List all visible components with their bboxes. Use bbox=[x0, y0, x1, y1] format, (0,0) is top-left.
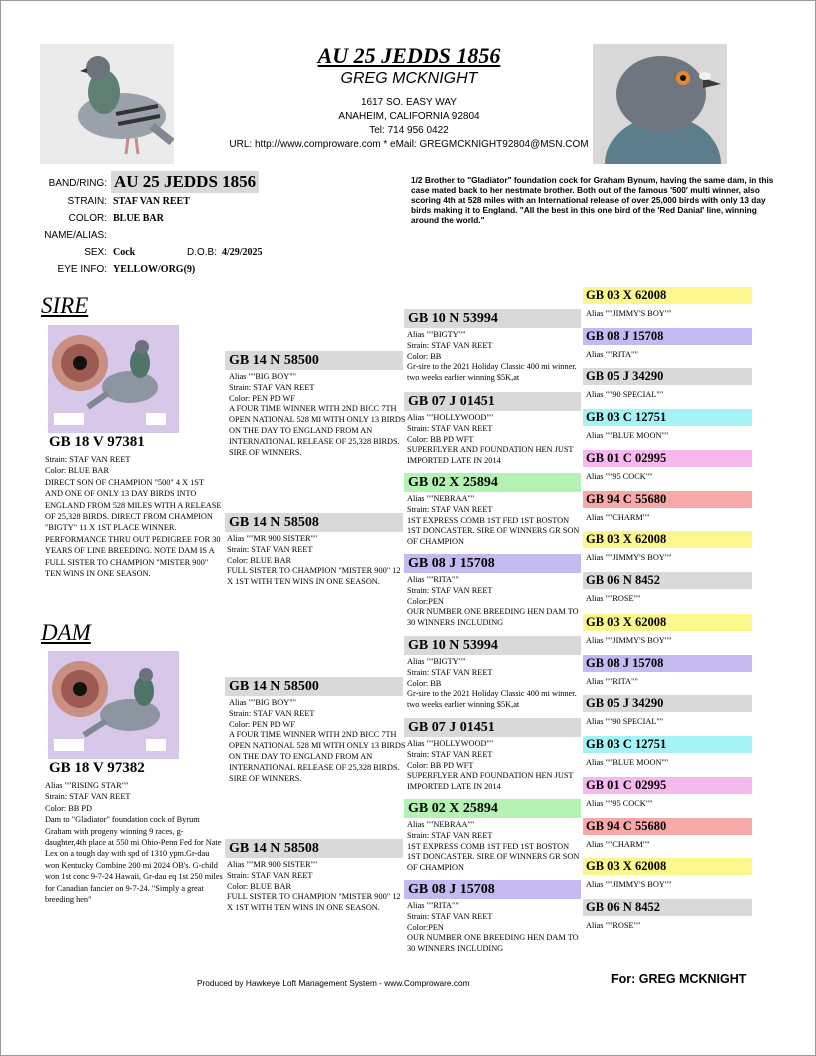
gen3-details bbox=[407, 657, 583, 715]
detail-line: Alias ""NEBRAA"" bbox=[407, 494, 475, 503]
detail-line: OUR NUMBER ONE BREEDING HEN DAM TO 30 WINNERS INCLUDING bbox=[407, 607, 579, 628]
detail-line: Color: BLUE BAR bbox=[227, 881, 292, 891]
gen3-band: GB 07 J 01451 bbox=[404, 392, 581, 411]
detail-line: Alias ""BIG BOY"" bbox=[229, 698, 297, 707]
pigeon-image bbox=[40, 44, 174, 164]
gen4-band: GB 03 C 12751 bbox=[583, 736, 752, 753]
gen4-alias: Alias ""BLUE MOON"" bbox=[586, 758, 669, 767]
detail-line: Alias ""RITA"" bbox=[407, 901, 459, 910]
color-value: BLUE BAR bbox=[113, 213, 164, 224]
detail-line: Alias ""HOLLYWOOD"" bbox=[407, 413, 494, 422]
sex-label: SEX: bbox=[84, 247, 107, 258]
detail-line: Alias ""RITA"" bbox=[407, 575, 459, 584]
gen4-band: GB 94 C 55680 bbox=[583, 491, 752, 508]
detail-line: Alias ""MR 900 SISTER"" bbox=[227, 534, 318, 543]
gen4-alias: Alias ""CHARM"" bbox=[586, 513, 650, 522]
eye-and-pigeon-image bbox=[48, 651, 179, 759]
gen4-band: GB 06 N 8452 bbox=[583, 572, 752, 589]
eye-and-pigeon-image bbox=[48, 325, 179, 433]
dam-band: GB 18 V 97382 bbox=[49, 760, 145, 776]
detail-line: Color: BB PD WFT bbox=[407, 760, 474, 770]
gen3-details bbox=[407, 413, 583, 471]
gen4-alias: Alias ""RITA"" bbox=[586, 350, 638, 359]
gen4-band: GB 08 J 15708 bbox=[583, 655, 752, 672]
sire-heading: SIRE bbox=[41, 293, 89, 318]
detail-line: Alias ""BIGTY"" bbox=[407, 657, 466, 666]
detail-line: OUR NUMBER ONE BREEDING HEN DAM TO 30 WINNERS INCLUDING bbox=[407, 933, 579, 954]
gen2-band: GB 14 N 58508 bbox=[225, 513, 403, 532]
gen4-band: GB 05 J 34290 bbox=[583, 695, 752, 712]
detail-line: Strain: STAF VAN REET bbox=[407, 911, 493, 921]
detail-line: Strain: STAF VAN REET bbox=[227, 544, 313, 554]
detail-line: Color: PEN PD WF bbox=[229, 393, 296, 403]
gen3-band: GB 10 N 53994 bbox=[404, 636, 581, 655]
strain-value: STAF VAN REET bbox=[113, 196, 190, 207]
detail-line: Alias ""NEBRAA"" bbox=[407, 820, 475, 829]
gen3-details bbox=[407, 494, 583, 552]
gen4-band: GB 06 N 8452 bbox=[583, 899, 752, 916]
detail-line: 1ST EXPRESS COMB 1ST FED 1ST BOSTON 1ST DONCASTER. SIRE OF WINNERS GR SON OF CHAMPION bbox=[407, 841, 580, 873]
gen4-alias: Alias ""RITA"" bbox=[586, 677, 638, 686]
detail-line: Alias ""BIG BOY"" bbox=[229, 372, 297, 381]
sire-photo bbox=[48, 325, 179, 433]
sire-detail-line: Color: BLUE BAR bbox=[45, 466, 110, 476]
owner-name: GREG MCKNIGHT bbox=[340, 70, 478, 87]
detail-line: Strain: STAF VAN REET bbox=[229, 382, 315, 392]
detail-line: Alias ""MR 900 SISTER"" bbox=[227, 860, 318, 869]
gen3-band: GB 02 X 25894 bbox=[404, 473, 581, 492]
gen4-band: GB 08 J 15708 bbox=[583, 328, 752, 345]
gen4-band: GB 94 C 55680 bbox=[583, 818, 752, 835]
sire-band: GB 18 V 97381 bbox=[49, 434, 145, 450]
dam-heading: DAM bbox=[41, 620, 91, 645]
gen4-band: GB 03 X 62008 bbox=[583, 614, 752, 631]
detail-line: FULL SISTER TO CHAMPION "MISTER 900" 12 X 1ST WITH TEN WINS IN ONE SEASON. bbox=[227, 566, 401, 587]
gen3-band: GB 10 N 53994 bbox=[404, 309, 581, 328]
detail-line: SUPERFLYER AND FOUNDATION HEN JUST IMPORTED LATE IN 2014 bbox=[407, 445, 574, 466]
eye-value: YELLOW/ORG(9) bbox=[113, 264, 196, 275]
produced-by: Produced by Hawkeye Loft Management System - www.Comproware.com bbox=[197, 978, 470, 988]
strain-label: STRAIN: bbox=[67, 196, 107, 207]
detail-line: Color:PEN bbox=[407, 596, 444, 606]
gen2-details bbox=[229, 698, 407, 808]
detail-line: SUPERFLYER AND FOUNDATION HEN JUST IMPORTED LATE IN 2014 bbox=[407, 771, 574, 792]
dam-detail-line: Alias ""RISING STAR"" bbox=[45, 781, 129, 790]
sire-details bbox=[45, 454, 223, 579]
gen4-alias: Alias ""JIMMY'S BOY"" bbox=[586, 553, 672, 562]
gen2-details bbox=[229, 372, 407, 482]
gen4-alias: Alias ""JIMMY'S BOY"" bbox=[586, 636, 672, 645]
gen4-alias: Alias ""BLUE MOON"" bbox=[586, 431, 669, 440]
detail-line: Color: BB bbox=[407, 351, 442, 361]
detail-line: Alias ""BIGTY"" bbox=[407, 330, 466, 339]
page-title: AU 25 JEDDS 1856 bbox=[317, 43, 501, 68]
detail-line: A FOUR TIME WINNER WITH 2ND BICC 7TH OPEN NATIONAL 528 MI WITH ONLY 13 BIRDS ON THE DAY TO ENGLAND FROM AN INTERNATIONAL RELEASE OF 25,328 BIRDS. SIRE OF WINNERS. bbox=[229, 404, 406, 457]
gen3-band: GB 02 X 25894 bbox=[404, 799, 581, 818]
telephone: Tel: 714 956 0422 bbox=[369, 125, 449, 136]
band-value: AU 25 JEDDS 1856 bbox=[111, 171, 259, 193]
sex-value: Cock bbox=[113, 247, 136, 258]
detail-line: Gr-sire to the 2021 Holiday Classic 400 mi winner. two weeks earlier winning $5K,at bbox=[407, 362, 577, 383]
color-label: COLOR: bbox=[68, 213, 107, 224]
detail-line: Color: PEN PD WF bbox=[229, 719, 296, 729]
gen3-band: GB 07 J 01451 bbox=[404, 718, 581, 737]
dam-detail-line: Strain: STAF VAN REET bbox=[45, 792, 131, 802]
gen4-band: GB 05 J 34290 bbox=[583, 368, 752, 385]
sire-detail-line: DIRECT SON OF CHAMPION "500" 4 X 1ST AND ONE OF ONLY 13 DAY BIRDS INTO ENGLAND FROM 528 MILES WITH A RELEASE OF 25,328 BIRDS. DIRECT FROM CHAMPION "BIGTY" 11 X 1ST PLACE WINNER. PERFORMANCE THRU OUT PEDIGREE FOR 30 YEARS OF LINE BREEDING. NOTE DAM IS A FULL SISTER TO CHAMPION "MISTER 900" TEN WINS IN ONE SEASON. bbox=[45, 477, 222, 579]
detail-line: Color: BB bbox=[407, 678, 442, 688]
detail-line: Gr-sire to the 2021 Holiday Classic 400 mi winner. two weeks earlier winning $5K,at bbox=[407, 689, 577, 710]
gen3-details bbox=[407, 575, 583, 633]
detail-line: Color: BB PD WFT bbox=[407, 434, 474, 444]
gen4-band: GB 01 C 02995 bbox=[583, 777, 752, 794]
dob-label: D.O.B: bbox=[187, 247, 218, 258]
detail-line: A FOUR TIME WINNER WITH 2ND BICC 7TH OPEN NATIONAL 528 MI WITH ONLY 13 BIRDS ON THE DAY TO ENGLAND FROM AN INTERNATIONAL RELEASE OF 25,328 BIRDS. SIRE OF WINNERS. bbox=[229, 730, 406, 783]
gen4-alias: Alias ""CHARM"" bbox=[586, 840, 650, 849]
gen3-details bbox=[407, 739, 583, 797]
gen4-band: GB 03 X 62008 bbox=[583, 531, 752, 548]
web-email: URL: http://www.comproware.com * eMail: GREGMCKNIGHT92804@MSN.COM bbox=[229, 139, 589, 150]
detail-line: Strain: STAF VAN REET bbox=[407, 585, 493, 595]
dam-details bbox=[45, 780, 223, 905]
dob-value: 4/29/2025 bbox=[222, 247, 263, 258]
detail-line: 1ST EXPRESS COMB 1ST FED 1ST BOSTON 1ST DONCASTER. SIRE OF WINNERS GR SON OF CHAMPION bbox=[407, 515, 580, 547]
gen4-alias: Alias ""90 SPECIAL"" bbox=[586, 717, 664, 726]
detail-line: Strain: STAF VAN REET bbox=[407, 830, 493, 840]
name-label: NAME/ALIAS: bbox=[44, 230, 107, 241]
eye-label: EYE INFO: bbox=[57, 264, 107, 275]
gen4-band: GB 03 C 12751 bbox=[583, 409, 752, 426]
detail-line: Alias ""HOLLYWOOD"" bbox=[407, 739, 494, 748]
detail-line: Strain: STAF VAN REET bbox=[227, 870, 313, 880]
gen3-details bbox=[407, 901, 583, 959]
address-line-1: 1617 SO. EASY WAY bbox=[361, 97, 457, 108]
prepared-for: For: GREG MCKNIGHT bbox=[611, 972, 747, 986]
gen4-alias: Alias ""90 SPECIAL"" bbox=[586, 390, 664, 399]
detail-line: Strain: STAF VAN REET bbox=[407, 749, 493, 759]
dam-detail-line: Color: BB PD bbox=[45, 803, 93, 813]
gen2-details bbox=[227, 860, 405, 940]
gen4-alias: Alias ""JIMMY'S BOY"" bbox=[586, 309, 672, 318]
bird-photo-left bbox=[40, 44, 174, 164]
detail-line: Strain: STAF VAN REET bbox=[407, 667, 493, 677]
sire-detail-line: Strain: STAF VAN REET bbox=[45, 455, 131, 464]
gen4-alias: Alias ""95 COCK"" bbox=[586, 799, 653, 808]
gen2-band: GB 14 N 58500 bbox=[225, 351, 403, 370]
detail-line: Strain: STAF VAN REET bbox=[407, 340, 493, 350]
dam-photo bbox=[48, 651, 179, 759]
detail-line: Color: BLUE BAR bbox=[227, 555, 292, 565]
gen4-band: GB 03 X 62008 bbox=[583, 287, 752, 304]
detail-line: FULL SISTER TO CHAMPION "MISTER 900" 12 X 1ST WITH TEN WINS IN ONE SEASON. bbox=[227, 892, 401, 913]
detail-line: Strain: STAF VAN REET bbox=[407, 504, 493, 514]
gen3-band: GB 08 J 15708 bbox=[404, 554, 581, 573]
detail-line: Strain: STAF VAN REET bbox=[229, 708, 315, 718]
gen4-alias: Alias ""ROSE"" bbox=[586, 594, 641, 603]
gen3-details bbox=[407, 330, 583, 388]
bird-description: 1/2 Brother to "Gladiator" foundation cock for Graham Bynum, having the same dam, in this case mated back to her nestmate brother. Both out of the famous '500' multi winner, also scoring 4th at 528 miles with an International release of over 25,000 birds with only 13 day birds making it to England. "All the best in this one bird of the 'Red Danial' line, winning around the world." bbox=[411, 175, 774, 225]
gen2-details bbox=[227, 534, 405, 614]
gen2-band: GB 14 N 58500 bbox=[225, 677, 403, 696]
gen4-alias: Alias ""JIMMY'S BOY"" bbox=[586, 880, 672, 889]
dam-detail-line: Dam to "Gladiator" foundation cock of Byrum Graham with progeny winning 9 races, g-daughter,4th place at 550 mi Ohio-Penn Fed for Nate Lex on a tough day with spd of 1310 ypm.Gr-dau won Kentucky Combine 200 mi 2024 OB's. G-child won 1st conc 9-7-24 Hawaii, Gr-dau eq 1st 250 miles for Canadian fancier on 9-7-24. "Simply a great breeding hen" bbox=[45, 815, 223, 905]
detail-line: Strain: STAF VAN REET bbox=[407, 423, 493, 433]
gen4-band: GB 03 X 62008 bbox=[583, 858, 752, 875]
detail-line: Color:PEN bbox=[407, 922, 444, 932]
gen4-alias: Alias ""ROSE"" bbox=[586, 921, 641, 930]
gen2-band: GB 14 N 58508 bbox=[225, 839, 403, 858]
gen3-details bbox=[407, 820, 583, 878]
address-line-2: ANAHEIM, CALIFORNIA 92804 bbox=[338, 111, 480, 122]
gen4-alias: Alias ""95 COCK"" bbox=[586, 472, 653, 481]
band-label: BAND/RING: bbox=[48, 178, 107, 189]
gen3-band: GB 08 J 15708 bbox=[404, 880, 581, 899]
gen4-band: GB 01 C 02995 bbox=[583, 450, 752, 467]
